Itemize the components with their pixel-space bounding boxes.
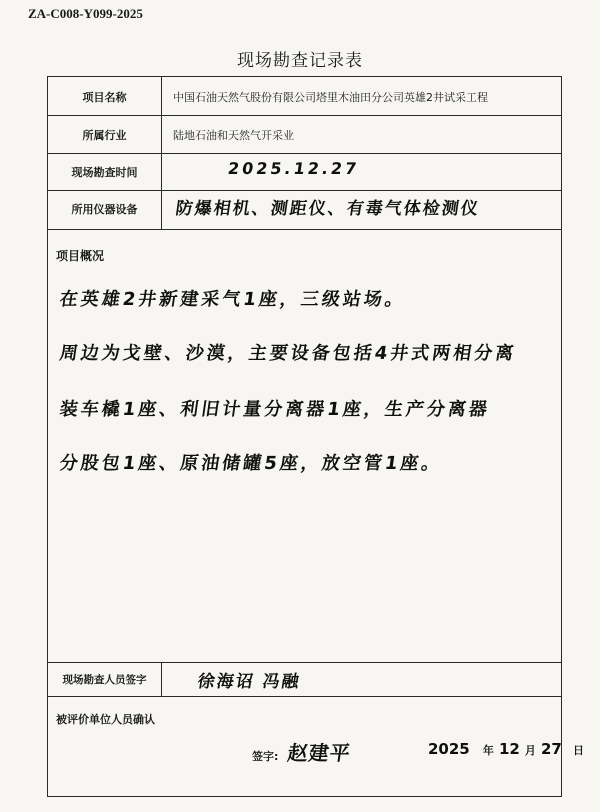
equipment-value: 防爆相机、测距仪、有毒气体检测仪 (174, 199, 482, 219)
survey-time-value: 2025.12.27 (226, 159, 361, 178)
column-divider (161, 662, 162, 696)
date-day: 27 (541, 740, 562, 758)
overview-label: 项目概况 (56, 249, 105, 263)
overview-line: 装车橇1座、利旧计量分离器1座，生产分离器 (58, 399, 492, 420)
survey-form (47, 76, 584, 797)
surveyors-signatures: 徐海诏 冯融 (196, 672, 302, 692)
date-year: 2025 (428, 740, 470, 758)
document-id: ZA-C008-Y099-2025 (28, 6, 143, 21)
industry-label: 所属行业 (82, 129, 127, 142)
row-divider (48, 696, 561, 697)
date-month-unit: 月 (524, 744, 536, 757)
overview-line: 在英雄2井新建采气1座，三级站场。 (58, 289, 408, 310)
industry-value: 陆地石油和天然气开采业 (173, 129, 294, 142)
surveyors-label: 现场勘查人员签字 (62, 674, 147, 686)
confirm-sign-label: 签字: (252, 750, 279, 763)
date-day-unit: 日 (572, 744, 584, 757)
row-divider (48, 153, 561, 154)
survey-time-label: 现场勘查时间 (71, 166, 138, 179)
row-divider (48, 115, 561, 116)
confirm-signature: 赵建平 (286, 741, 353, 765)
confirm-date (428, 739, 584, 758)
overview-line: 分股包1座、原油储罐5座，放空管1座。 (58, 453, 444, 474)
form-title: 现场勘查记录表 (237, 51, 363, 71)
row-divider (48, 662, 561, 663)
overview-line: 周边为戈壁、沙漠，主要设备包括4井式两相分离 (58, 343, 518, 364)
equipment-label: 所用仪器设备 (71, 203, 138, 216)
project-name-value: 中国石油天然气股份有限公司塔里木油田分公司英雄2井试采工程 (173, 91, 488, 104)
project-name-label: 项目名称 (82, 91, 127, 104)
date-year-unit: 年 (482, 744, 494, 757)
column-divider (161, 77, 162, 229)
row-divider (48, 229, 561, 230)
row-divider (48, 190, 561, 191)
date-month: 12 (498, 740, 520, 758)
confirm-label: 被评价单位人员确认 (56, 713, 155, 726)
